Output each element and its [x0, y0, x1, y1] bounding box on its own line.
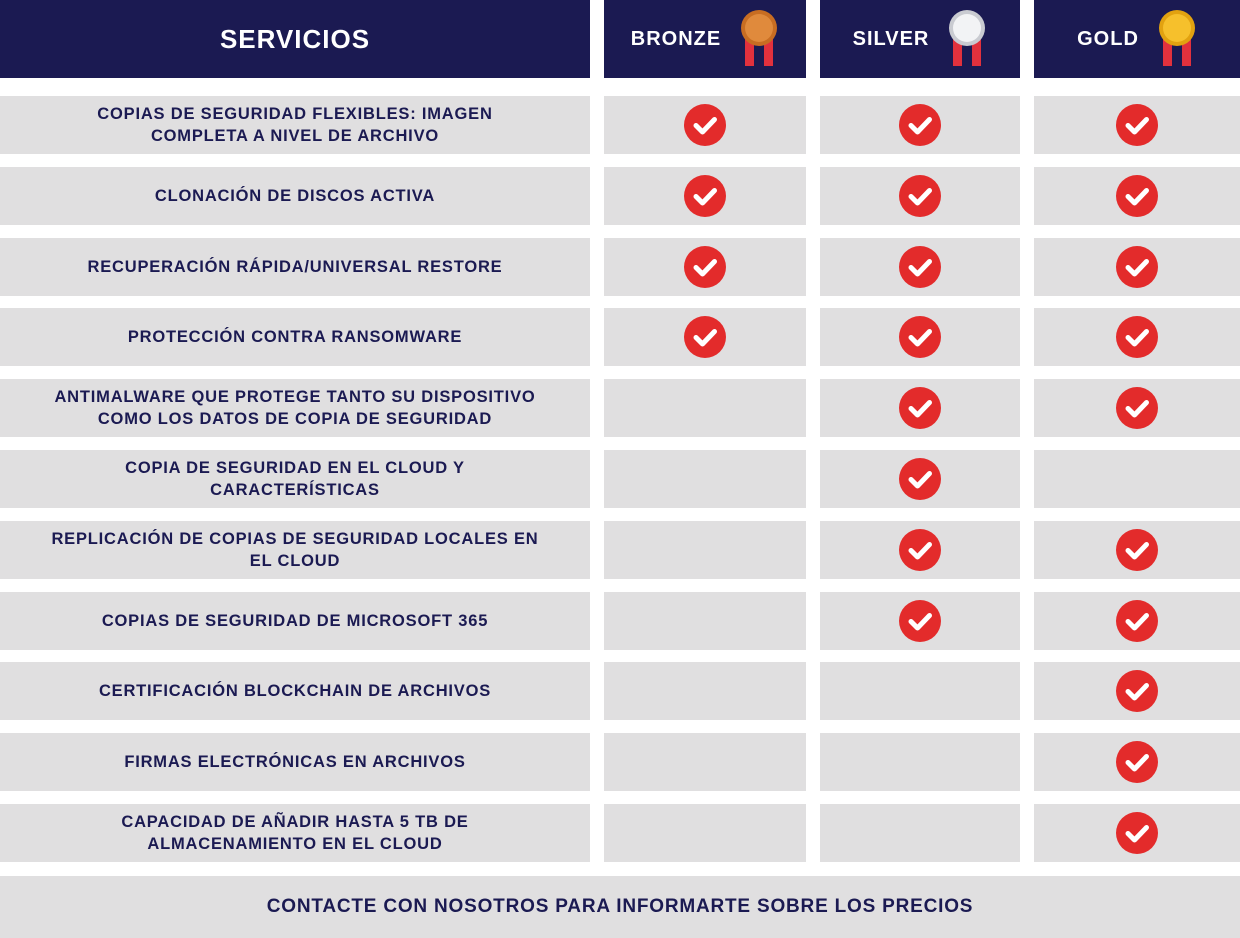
tier-cell-bronze: [604, 450, 806, 508]
service-name-line: EL CLOUD: [249, 552, 341, 570]
service-name-line: ANTIMALWARE QUE PROTEGE TANTO SU DISPOSITIVO: [54, 388, 536, 406]
service-name-cell: [0, 167, 590, 225]
service-name-cell: [0, 592, 590, 650]
check-icon: [1116, 741, 1158, 783]
tier-cell-bronze: [604, 167, 806, 225]
tier-cell-gold: [1034, 96, 1240, 154]
tier-cell-gold: [1034, 167, 1240, 225]
service-name-line: CERTIFICACIÓN BLOCKCHAIN DE ARCHIVOS: [98, 682, 492, 700]
check-icon: [899, 458, 941, 500]
check-icon: [899, 600, 941, 642]
check-icon: [1116, 387, 1158, 429]
tier-cell-bronze: [604, 804, 806, 862]
check-icon: [1116, 670, 1158, 712]
check-icon: [684, 104, 726, 146]
tier-cell-bronze: [604, 733, 806, 791]
services-header-label: SERVICIOS: [219, 23, 371, 54]
service-name-line: CARACTERÍSTICAS: [210, 481, 380, 499]
check-icon: [899, 316, 941, 358]
service-name-cell: [0, 308, 590, 366]
tier-cell-gold: [1034, 238, 1240, 296]
check-icon: [684, 175, 726, 217]
tier-cell-bronze: [604, 521, 806, 579]
tier-cell-silver: [820, 379, 1020, 437]
services-header: [0, 0, 590, 78]
service-name-line: FIRMAS ELECTRÓNICAS EN ARCHIVOS: [124, 753, 466, 771]
tier-cell-bronze: [604, 662, 806, 720]
tier-header-bronze: [604, 0, 806, 78]
tier-cell-silver: [820, 238, 1020, 296]
tier-cell-bronze: [604, 592, 806, 650]
tier-cell-silver: [820, 521, 1020, 579]
check-icon: [899, 246, 941, 288]
tier-cell-silver: [820, 450, 1020, 508]
service-name-line: COMO LOS DATOS DE COPIA DE SEGURIDAD: [97, 410, 493, 428]
tier-cell-bronze: [604, 379, 806, 437]
service-name-line: REPLICACIÓN DE COPIAS DE SEGURIDAD LOCALES EN: [51, 530, 539, 548]
service-name-cell: [0, 450, 590, 508]
check-icon: [684, 246, 726, 288]
service-name-line: RECUPERACIÓN RÁPIDA/UNIVERSAL RESTORE: [87, 258, 503, 276]
service-name-cell: [0, 521, 590, 579]
bronze-medal-icon: [739, 9, 779, 69]
service-name-line: COPIAS DE SEGURIDAD DE MICROSOFT 365: [101, 612, 489, 630]
service-name-line: PROTECCIÓN CONTRA RANSOMWARE: [127, 328, 463, 346]
check-icon: [1116, 246, 1158, 288]
silver-medal-icon: [947, 9, 987, 69]
service-name-cell: [0, 96, 590, 154]
tier-cell-gold: [1034, 662, 1240, 720]
tier-label-gold: GOLD: [1077, 27, 1139, 50]
service-name-cell: [0, 379, 590, 437]
tier-cell-bronze: [604, 238, 806, 296]
tier-cell-gold: [1034, 308, 1240, 366]
check-icon: [899, 529, 941, 571]
service-name-line: ALMACENAMIENTO EN EL CLOUD: [147, 835, 443, 853]
service-name-line: COPIA DE SEGURIDAD EN EL CLOUD Y: [125, 459, 465, 477]
tier-cell-silver: [820, 733, 1020, 791]
tier-header-silver: [820, 0, 1020, 78]
service-name-cell: [0, 804, 590, 862]
tier-cell-silver: [820, 592, 1020, 650]
check-icon: [1116, 600, 1158, 642]
service-name-cell: [0, 238, 590, 296]
tier-cell-bronze: [604, 308, 806, 366]
tier-cell-gold: [1034, 521, 1240, 579]
tier-cell-silver: [820, 167, 1020, 225]
service-name-line: CLONACIÓN DE DISCOS ACTIVA: [154, 187, 436, 205]
gold-medal-icon: [1157, 9, 1197, 69]
check-icon: [1116, 175, 1158, 217]
tier-cell-silver: [820, 662, 1020, 720]
contact-footer-text: CONTACTE CON NOSOTROS PARA INFORMARTE SOBRE LOS PRECIOS: [266, 896, 974, 917]
service-name-cell: [0, 662, 590, 720]
contact-footer: [0, 876, 1240, 938]
tier-cell-silver: [820, 804, 1020, 862]
check-icon: [684, 316, 726, 358]
tier-cell-gold: [1034, 804, 1240, 862]
tier-cell-gold: [1034, 592, 1240, 650]
tier-cell-gold: [1034, 379, 1240, 437]
check-icon: [1116, 529, 1158, 571]
service-name-line: CAPACIDAD DE AÑADIR HASTA 5 TB DE: [121, 813, 469, 831]
tier-cell-bronze: [604, 96, 806, 154]
tier-header-gold: [1034, 0, 1240, 78]
check-icon: [899, 387, 941, 429]
tier-label-bronze: BRONZE: [630, 27, 722, 50]
service-name-line: COMPLETA A NIVEL DE ARCHIVO: [150, 127, 440, 145]
check-icon: [1116, 104, 1158, 146]
check-icon: [1116, 812, 1158, 854]
tier-cell-silver: [820, 96, 1020, 154]
service-name-line: COPIAS DE SEGURIDAD FLEXIBLES: IMAGEN: [97, 105, 493, 123]
tier-cell-silver: [820, 308, 1020, 366]
service-name-cell: [0, 733, 590, 791]
check-icon: [1116, 316, 1158, 358]
tier-cell-gold: [1034, 733, 1240, 791]
check-icon: [899, 104, 941, 146]
tier-cell-gold: [1034, 450, 1240, 508]
check-icon: [899, 175, 941, 217]
tier-label-silver: SILVER: [852, 27, 930, 50]
